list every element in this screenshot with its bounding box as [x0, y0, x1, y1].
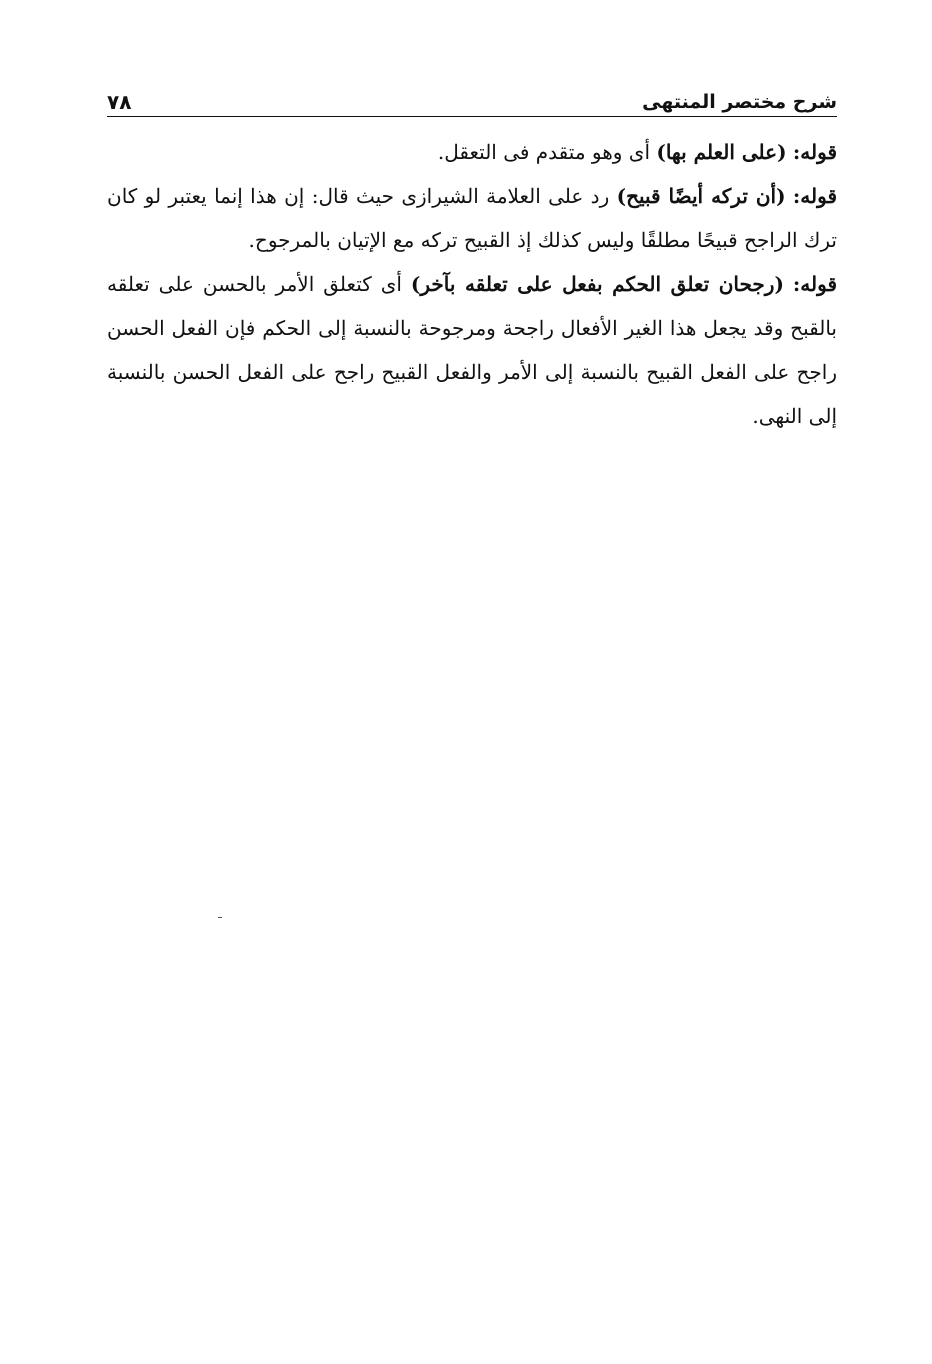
paragraph-lead: قوله: [792, 140, 837, 164]
stray-ink-mark [218, 917, 222, 918]
header-rule [107, 116, 837, 117]
paragraph-lead: قوله: [792, 272, 837, 296]
paragraph-lead: قوله: [792, 184, 837, 208]
paragraph-2 [107, 174, 837, 262]
quoted-phrase: (على العلم بها) [656, 140, 787, 164]
paragraph-text: أى كتعلق الأمر بالحسن على تعلقه بالقبح وقد يجعل هذا الغير الأفعال راجحة ومرجوحة بالنسبة إلى الحكم فإن الفعل الحسن راجح على الفعل القبيح بالنسبة إلى الأمر والفعل القبيح راجح على الفعل الحسن بالنسبة إلى النهى. [107, 272, 837, 428]
paragraph-3 [107, 262, 837, 438]
book-title: شرح مختصر المنتهى [642, 91, 837, 113]
page-number: ٧٨ [107, 90, 132, 114]
paragraph-1 [107, 130, 837, 174]
running-head [107, 80, 837, 114]
paragraph-text: رد على العلامة الشيرازى حيث قال: إن هذا إنما يعتبر لو كان ترك الراجح قبيحًا مطلقًا وليس كذلك إذ القبيح تركه مع الإتيان بالمرجوح. [107, 184, 837, 252]
quoted-phrase: (رجحان تعلق الحكم بفعل على تعلقه بآخر) [410, 272, 784, 296]
paragraph-text: أى وهو متقدم فى التعقل. [437, 140, 650, 164]
body-text [107, 130, 837, 438]
quoted-phrase: (أن تركه أيضًا قبيح) [616, 184, 786, 208]
